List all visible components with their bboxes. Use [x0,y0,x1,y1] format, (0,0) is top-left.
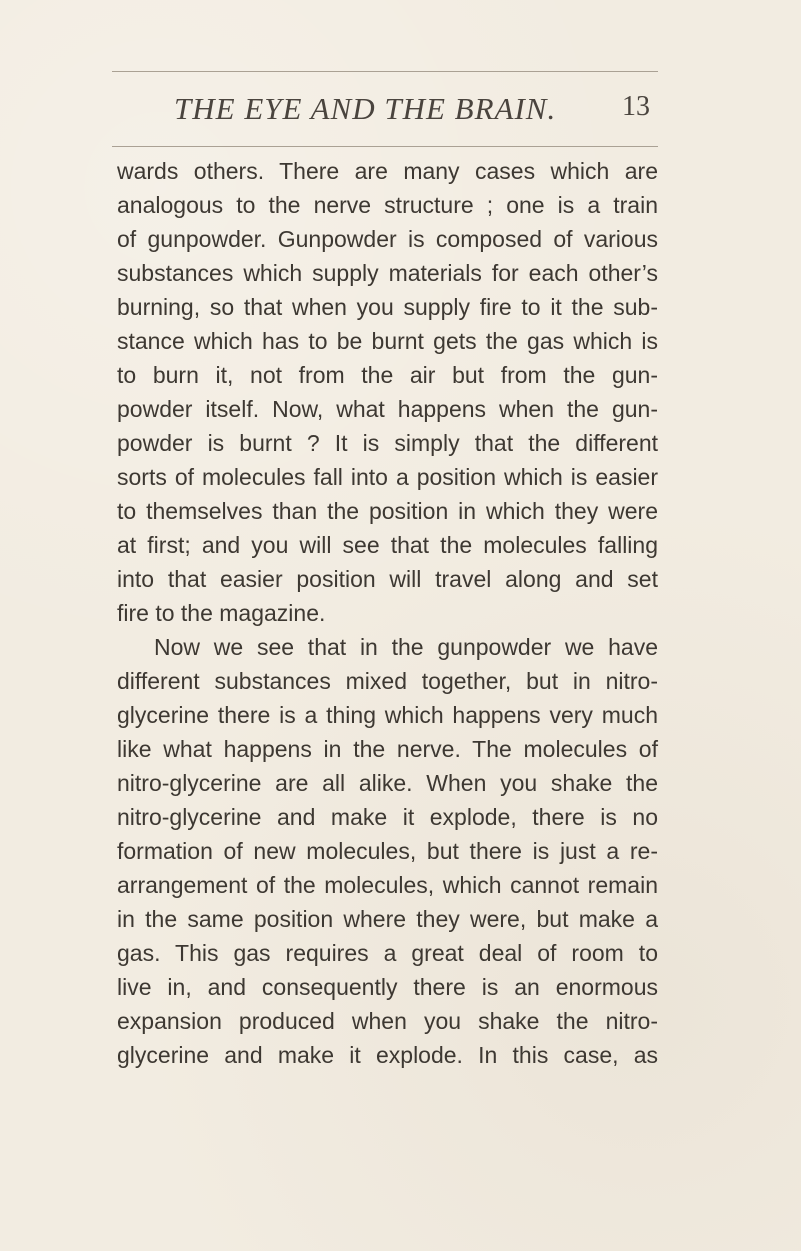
page-number: 13 [622,91,650,122]
text-line: to burn it, not from the air but from the gun- [117,362,658,388]
header-top-rule [112,71,658,72]
text-line: substances which supply materials for each other’s [117,260,658,286]
header-bottom-rule [112,146,658,147]
text-line: formation of new molecules, but there is just a re- [117,838,658,864]
text-line: Now we see that in the gunpowder we have [154,634,658,660]
running-head-title: THE EYE AND THE BRAIN. [174,91,557,126]
text-line: at first; and you will see that the molecules falling [117,532,658,558]
text-line: nitro-glycerine and make it explode, there is no [117,804,658,830]
text-line: gas. This gas requires a great deal of room to [117,940,658,966]
text-line: powder is burnt ? It is simply that the different [117,430,658,456]
body-text [117,154,658,1072]
text-line: in the same position where they were, but make a [117,906,658,932]
text-line: sorts of molecules fall into a position which is easier [117,464,658,490]
text-line: into that easier position will travel along and set [117,566,658,592]
text-line: powder itself. Now, what happens when the gun- [117,396,658,422]
text-line: arrangement of the molecules, which cannot remain [117,872,658,898]
text-line: nitro-glycerine are all alike. When you shake the [117,770,658,796]
text-line: wards others. There are many cases which are [117,158,658,184]
text-line: glycerine there is a thing which happens very much [117,702,658,728]
text-line: stance which has to be burnt gets the gas which is [117,328,658,354]
text-line: analogous to the nerve structure ; one is a train [117,192,658,218]
running-head [112,91,658,131]
text-line: like what happens in the nerve. The molecules of [117,736,658,762]
text-line: live in, and consequently there is an enormous [117,974,658,1000]
text-line: to themselves than the position in which they were [117,498,658,524]
text-line: burning, so that when you supply fire to it the sub- [117,294,658,320]
text-line: different substances mixed together, but in nitro- [117,668,658,694]
text-line: glycerine and make it explode. In this case, as [117,1042,658,1068]
text-line: expansion produced when you shake the nitro- [117,1008,658,1034]
text-line: of gunpowder. Gunpowder is composed of various [117,226,658,252]
text-line: fire to the magazine. [117,600,326,626]
